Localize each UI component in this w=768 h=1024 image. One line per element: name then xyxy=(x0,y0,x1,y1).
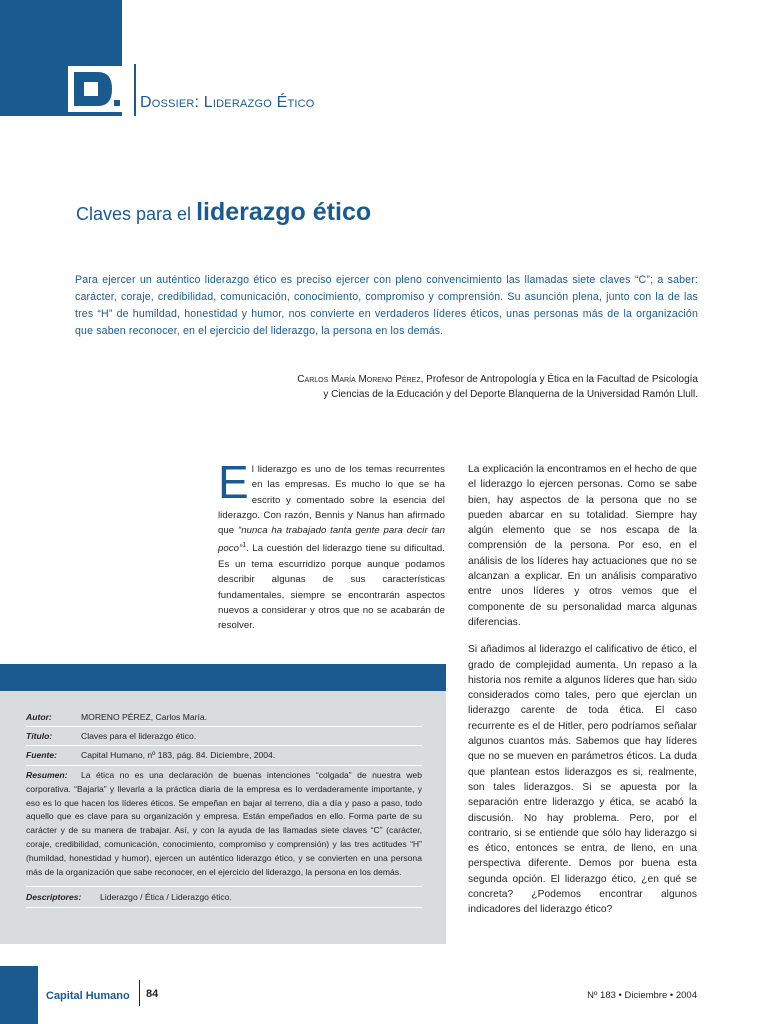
left-paragraph-a: l liderazgo es uno de los temas recurrentes en las empresas. Es mucho lo que se ha escrito y comentado sobre la esencia del liderazgo. Con razón, Bennis y Nanus han afirmado que xyxy=(218,464,445,537)
section-title: Dossier: Liderazgo Ético xyxy=(140,94,315,111)
footer-color-block xyxy=(0,966,38,1024)
author-affiliation-2: y Ciencias de la Educación y del Deporte Blanquerna de la Universidad Ramón Llull. xyxy=(323,389,698,400)
ficha-divider xyxy=(26,745,422,746)
ficha-divider xyxy=(26,726,422,727)
footer-divider xyxy=(139,980,140,1006)
ficha-autor-label: Autor: xyxy=(26,712,52,722)
ficha-fuente-label: Fuente: xyxy=(26,750,58,760)
ficha-autor-value: MORENO PÉREZ, Carlos María. xyxy=(81,712,208,722)
ficha-descriptores-label: Descriptores: xyxy=(26,892,82,902)
publication-name: Capital Humano xyxy=(46,990,130,1002)
ficha-divider xyxy=(26,886,422,887)
issue-info: Nº 183 • Diciembre • 2004 xyxy=(587,990,697,1001)
drop-cap: E xyxy=(218,456,249,508)
article-title-prefix: Claves para el xyxy=(76,204,192,224)
author-credit xyxy=(232,372,698,402)
ficha-fuente-value: Capital Humano, nº 183, pág. 84. Diciembre, 2004. xyxy=(81,750,276,760)
header-divider xyxy=(134,64,136,116)
ficha-tecnica-header xyxy=(0,664,446,691)
footnote-ref: 1 xyxy=(242,542,247,550)
ficha-titulo-label: Título: xyxy=(26,731,53,741)
article-title xyxy=(76,198,371,227)
left-paragraph-b: . La cuestión del liderazgo tiene su dificultad. Es un tema escurridizo porque aunque podamos describir algunas de sus características fundamentales, siempre se encontrarán aspectos nuevos a considerar y otros que no se acabarán de resolver. xyxy=(218,543,445,632)
article-title-main: liderazgo ético xyxy=(196,198,372,226)
right-column xyxy=(468,462,697,918)
right-paragraph-2: Si añadimos al liderazgo el calificativo de ético, el grado de complejidad aumenta. Un repaso a la historia nos remite a algunos líderes que han sido considerados como tales, pero que ejerclan un liderazgo carente de toda ética. El caso recurrente es el de Hitler, pero podríamos señalar algunos cuantos más. Sabemos que hay líderes que no se mueven en parámetros éticos. La duda que plantean estos liderazgos es si, realmente, son tales liderazgos. Si se apuesta por la separación entre liderazgo y ética, se acabó la discusión. No hay problema. Pero, por el contrario, si se entiende que sólo hay liderazgo si es ético, entonces se entra, de lleno, en una perspectiva diferente. Demos por buena esta segunda opción. El liderazgo ético, ¿en qué se concreta? ¿Podemos encontrar algunos indicadores del liderazgo ético? xyxy=(468,644,697,916)
ficha-resumen-value: La ética no es una declaración de buenas intenciones “colgada” de nuestra web corporativa. “Bajarla” y llevarla a la práctica diaria de la empresa es lo verdaderamente importante, y eso es lo que hacen los líderes éticos. Se empeñan en bajar al terreno, día a día y paso a paso, todo aquello que es clave para su organización y empresa. Están empeñados en ello. Forma parte de su carácter y de su manera de trabajar. Así, y con la ayuda de las llamadas siete claves “C” (carácter, coraje, credibilidad, comunicación, conocimiento, compromiso y comprensión) y las tres actitudes “H” (humildad, honestidad y humor), ejercen un auténtico liderazgo ético, y se convierten en una persona más de la organización que sabe reconocer, en el ejercicio del liderazgo, la persona en los demás. xyxy=(26,770,422,877)
right-paragraph-1: La explicación la encontramos en el hecho de que el liderazgo lo ejercen personas. Como se sabe bien, hay aspectos de la persona que no se pueden abarcar en su totalidad. Siempre hay algún elemento que se nos escapa de la comprensión de la persona. Por eso, en el análisis de los líderes hay actuaciones que no se alcanzan a explicar. En un análisis comparativo entre unos líderes y otros vemos que el componente de su personalidad marca algunas diferencias. xyxy=(468,464,697,628)
author-name: Carlos María Moreno Pérez, xyxy=(297,374,424,385)
author-affiliation-1: Profesor de Antropología y Ética en la Facultad de Psicología xyxy=(426,374,698,385)
dossier-d-logo-icon xyxy=(68,66,122,112)
ficha-titulo-value: Claves para el liderazgo ético. xyxy=(81,731,197,741)
ficha-tecnica-title: Ficha técnica xyxy=(672,670,741,682)
ficha-divider xyxy=(26,765,422,766)
ficha-resumen-label: Resumen: xyxy=(26,770,68,780)
page-number: 84 xyxy=(146,988,159,1000)
left-paragraph-quote: “nunca ha trabajado tanta gente para decir tan poco” xyxy=(218,525,445,555)
ficha-divider xyxy=(26,907,422,908)
article-intro: Para ejercer un auténtico liderazgo ético es preciso ejercer con pleno convencimiento las llamadas siete claves “C”; a saber: carácter, coraje, credibilidad, comunicación, conocimiento, compromiso y comprensión. Su asunción plena, junto con la de las tres “H” de humildad, honestidad y humor, nos convierte en verdaderos líderes éticos, unas personas más de la organización que saben reconocer, en el ejercicio del liderazgo, la persona en los demás. xyxy=(75,274,698,338)
ficha-descriptores-value: Liderazgo / Ética / Liderazgo ético. xyxy=(100,892,232,902)
left-column xyxy=(218,456,445,633)
